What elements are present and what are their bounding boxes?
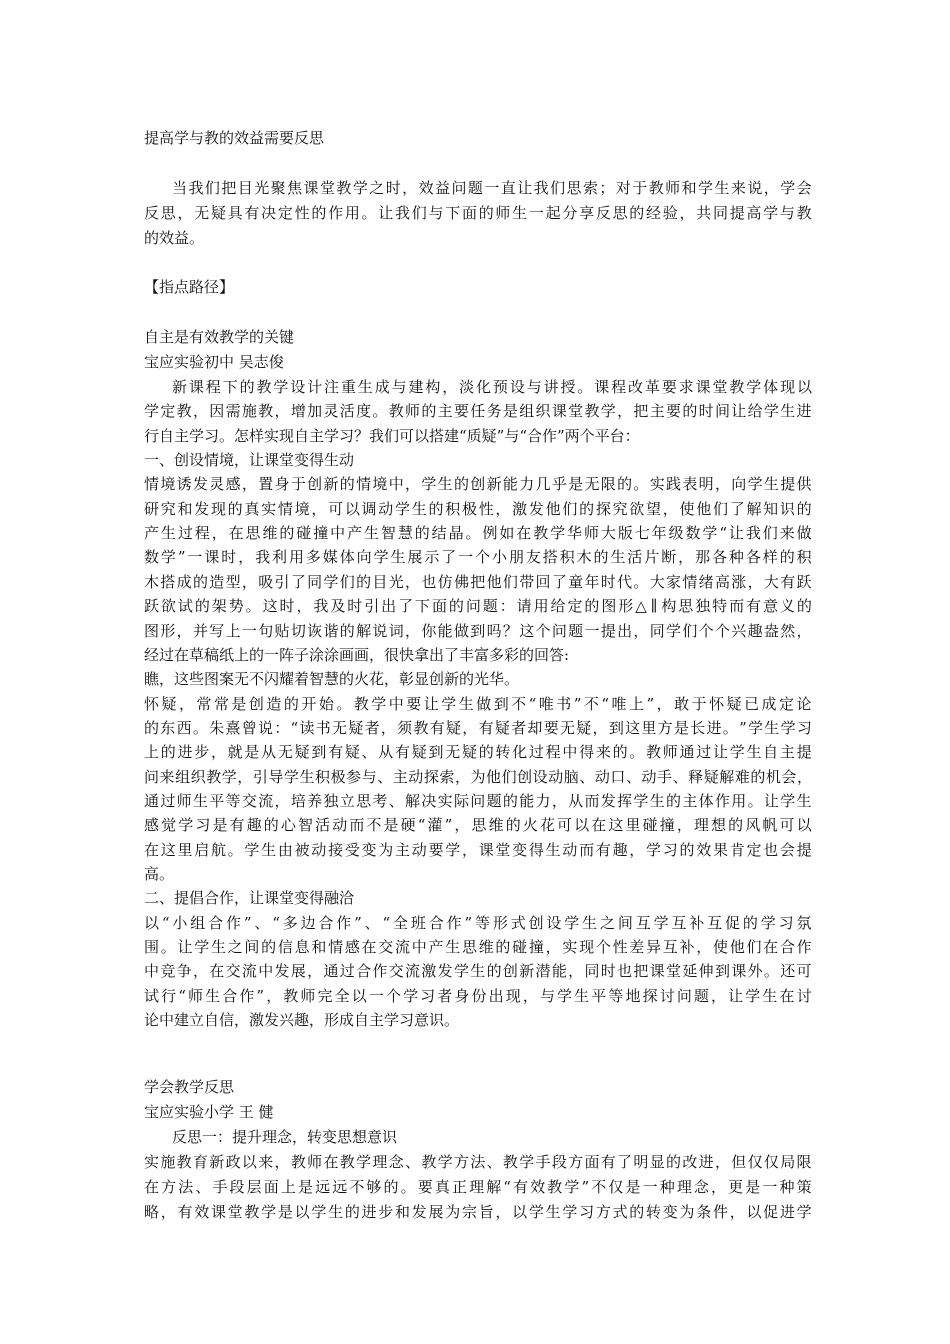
body-line: 在 方 法 、 手 段 层 面 上 是 远 远 不 够 的 。 要 真 正 理 解 “ 有 效 教 学 ” 不 仅 是 一 种 理 念 ， 更 是 一 种 策	[144, 1178, 812, 1196]
article-title: 学会教学反思	[144, 1078, 235, 1096]
intro-line: 的效益。	[144, 229, 205, 247]
body-line: 木 搭 成 的 造 型 ， 吸 引 了 同 学 们 的 目 光 ， 也 仿 佛 把 他 们 带 回 了 童 年 时 代 。 大 家 情 绪 高 涨 ， 大 有 跃	[144, 572, 812, 591]
body-line: 在 这 里 启 航 。 学 生 由 被 动 接 受 变 为 主 动 要 学 ， 课 堂 变 得 生 动 而 有 趣 ， 学 习 的 效 果 肯 定 也 会 提	[144, 840, 812, 859]
document-title: 提高学与教的效益需要反思	[144, 129, 325, 147]
body-line: 论中建立自信，激发兴趣，形成自主学习意识。	[144, 1011, 460, 1030]
body-line: 新 课 程 下 的 教 学 设 计 注 重 生 成 与 建 构 ， 淡 化 预 设 与 讲 授 。 课 程 改 革 要 求 课 堂 教 学 体 现 以	[172, 378, 812, 396]
body-line: 图 形 ， 并 写 上 一 句 贴 切 诙 谐 的 解 说 词 ， 你 能 做 到 吗 ？ 这 个 问 题 一 提 出 ， 同 学 们 个 个 兴 趣 盎 然 ，	[144, 621, 812, 640]
body-line: 感 觉 学 习 是 有 趣 的 心 智 活 动 而 不 是 硬 “ 灌 ” ， 思 维 的 火 花 可 以 在 这 里 碰 撞 ， 理 想 的 风 帆 可 以	[144, 816, 812, 835]
body-line: 实 施 教 育 新 政 以 来 ， 教 师 在 教 学 理 念 、 教 学 方 法 、 教 学 手 段 方 面 有 了 明 显 的 改 进 ， 但 仅 仅 局 限	[144, 1153, 812, 1171]
subheading: 一、创设情境，让课堂变得生动	[144, 451, 355, 470]
body-line: 的 东 西 。 朱 熹 曾 说 ： “ 读 书 无 疑 者 ， 须 教 有 疑 ， 有 疑 者 却 要 无 疑 ， 到 这 里 方 是 长 进 。 ” 学 生 学 习	[144, 718, 812, 737]
body-line: 学 定 教 ， 因 需 施 教 ， 增 加 灵 活 度 。 教 师 的 主 要 任 务 是 组 织 课 堂 教 学 ， 把 主 要 的 时 间 让 给 学 生 进	[144, 402, 812, 421]
body-line: 产 生 过 程 ， 在 思 维 的 碰 撞 中 产 生 智 慧 的 结 晶 。 例 如 在 教 学 华 师 大 版 七 年 级 数 学 “ 让 我 们 来 做	[144, 524, 812, 543]
body-line: 围 。 让 学 生 之 间 的 信 息 和 情 感 在 交 流 中 产 生 思 维 的 碰 撞 ， 实 现 个 性 差 异 互 补 ， 使 他 们 在 合 作	[144, 938, 812, 957]
body-line: 以 “ 小 组 合 作 ” 、 “ 多 边 合 作 ” 、 “ 全 班 合 作 ” 等 形 式 创 设 学 生 之 间 互 学 互 补 互 促 的 学 习 氛	[144, 913, 812, 932]
body-line: 问 来 组 织 教 学 ， 引 导 学 生 积 极 参 与 、 主 动 探 索 ， 为 他 们 创 设 动 脑 、 动 口 、 动 手 、 释 疑 解 难 的 机 会 ，	[144, 767, 812, 786]
body-line: 跃 欲 试 的 架 势 。 这 时 ， 我 及 时 引 出 了 下 面 的 问 题 ： 请 用 给 定 的 图 形 △ ∥ 构 思 独 特 而 有 意 义 的	[144, 597, 812, 616]
body-line: 经过在草稿纸上的一阵子涂涂画画，很快拿出了丰富多彩的回答:	[144, 645, 570, 664]
body-line: 情 境 诱 发 灵 感 ， 置 身 于 创 新 的 情 境 中 ， 学 生 的 创 新 能 力 几 乎 是 无 限 的 。 实 践 表 明 ， 向 学 生 提 供	[144, 475, 812, 494]
subheading: 二、提倡合作，让课堂变得融洽	[144, 889, 355, 908]
section-heading: 【指点路径】	[144, 278, 235, 296]
body-line: 行自主学习。怎样实现自主学习？我们可以搭建“质疑”与“合作”两个平台：	[144, 426, 640, 445]
body-line: 中 竞 争 ， 在 交 流 中 发 展 ， 通 过 合 作 交 流 激 发 学 生 的 创 新 潜 能 ， 同 时 也 把 课 堂 延 伸 到 课 外 。 还 可	[144, 962, 812, 981]
intro-line: 反 思 ， 无 疑 具 有 决 定 性 的 作 用 。 让 我 们 与 下 面 的 师 生 一 起 分 享 反 思 的 经 验 ， 共 同 提 高 学 与 教	[144, 204, 812, 222]
body-line: 通 过 师 生 平 等 交 流 ， 培 养 独 立 思 考 、 解 决 实 际 问 题 的 能 力 ， 从 而 发 挥 学 生 的 主 体 作 用 。 让 学 生	[144, 791, 812, 810]
body-line: 研 究 和 发 现 的 真 实 情 境 ， 可 以 调 动 学 生 的 积 极 性 ， 激 发 他 们 的 探 究 欲 望 ， 使 他 们 了 解 知 识 的	[144, 499, 812, 518]
article-author: 宝应实验小学 王 健	[144, 1103, 274, 1121]
article-author: 宝应实验初中 吴志俊	[144, 353, 284, 371]
body-line: 数 学 ” 一 课 时 ， 我 利 用 多 媒 体 向 学 生 展 示 了 一 个 小 朋 友 搭 积 木 的 生 活 片 断 ， 那 各 种 各 样 的 积	[144, 548, 812, 567]
body-line: 试 行 “ 师 生 合 作 ” ， 教 师 完 全 以 一 个 学 习 者 身 份 出 现 ， 与 学 生 平 等 地 探 讨 问 题 ， 让 学 生 在 讨	[144, 986, 812, 1005]
intro-line: 当 我 们 把 目 光 聚 焦 课 堂 教 学 之 时 ， 效 益 问 题 一 直 让 我 们 思 索 ； 对 于 教 师 和 学 生 来 说 ， 学 会	[172, 179, 812, 197]
body-line: 瞧，这些图案无不闪耀着智慧的火花，彰显创新的光华。	[144, 670, 520, 689]
subheading: 反思一：提升理念，转变思想意识	[172, 1128, 398, 1146]
article-title: 自主是有效教学的关键	[144, 328, 295, 346]
body-line: 略 ， 有 效 课 堂 教 学 是 以 学 生 的 进 步 和 发 展 为 宗 旨 ， 以 学 生 学 习 方 式 的 转 变 为 条 件 ， 以 促 进 学	[144, 1203, 812, 1221]
body-line: 高。	[144, 865, 175, 883]
body-line: 上 的 进 步 ， 就 是 从 无 疑 到 有 疑 、 从 有 疑 到 无 疑 的 转 化 过 程 中 得 来 的 。 教 师 通 过 让 学 生 自 主 提	[144, 743, 812, 762]
body-line: 怀 疑 ， 常 常 是 创 造 的 开 始 。 教 学 中 要 让 学 生 做 到 不 “ 唯 书 ” 不 “ 唯 上 ” ， 敢 于 怀 疑 已 成 定 论	[144, 694, 812, 713]
